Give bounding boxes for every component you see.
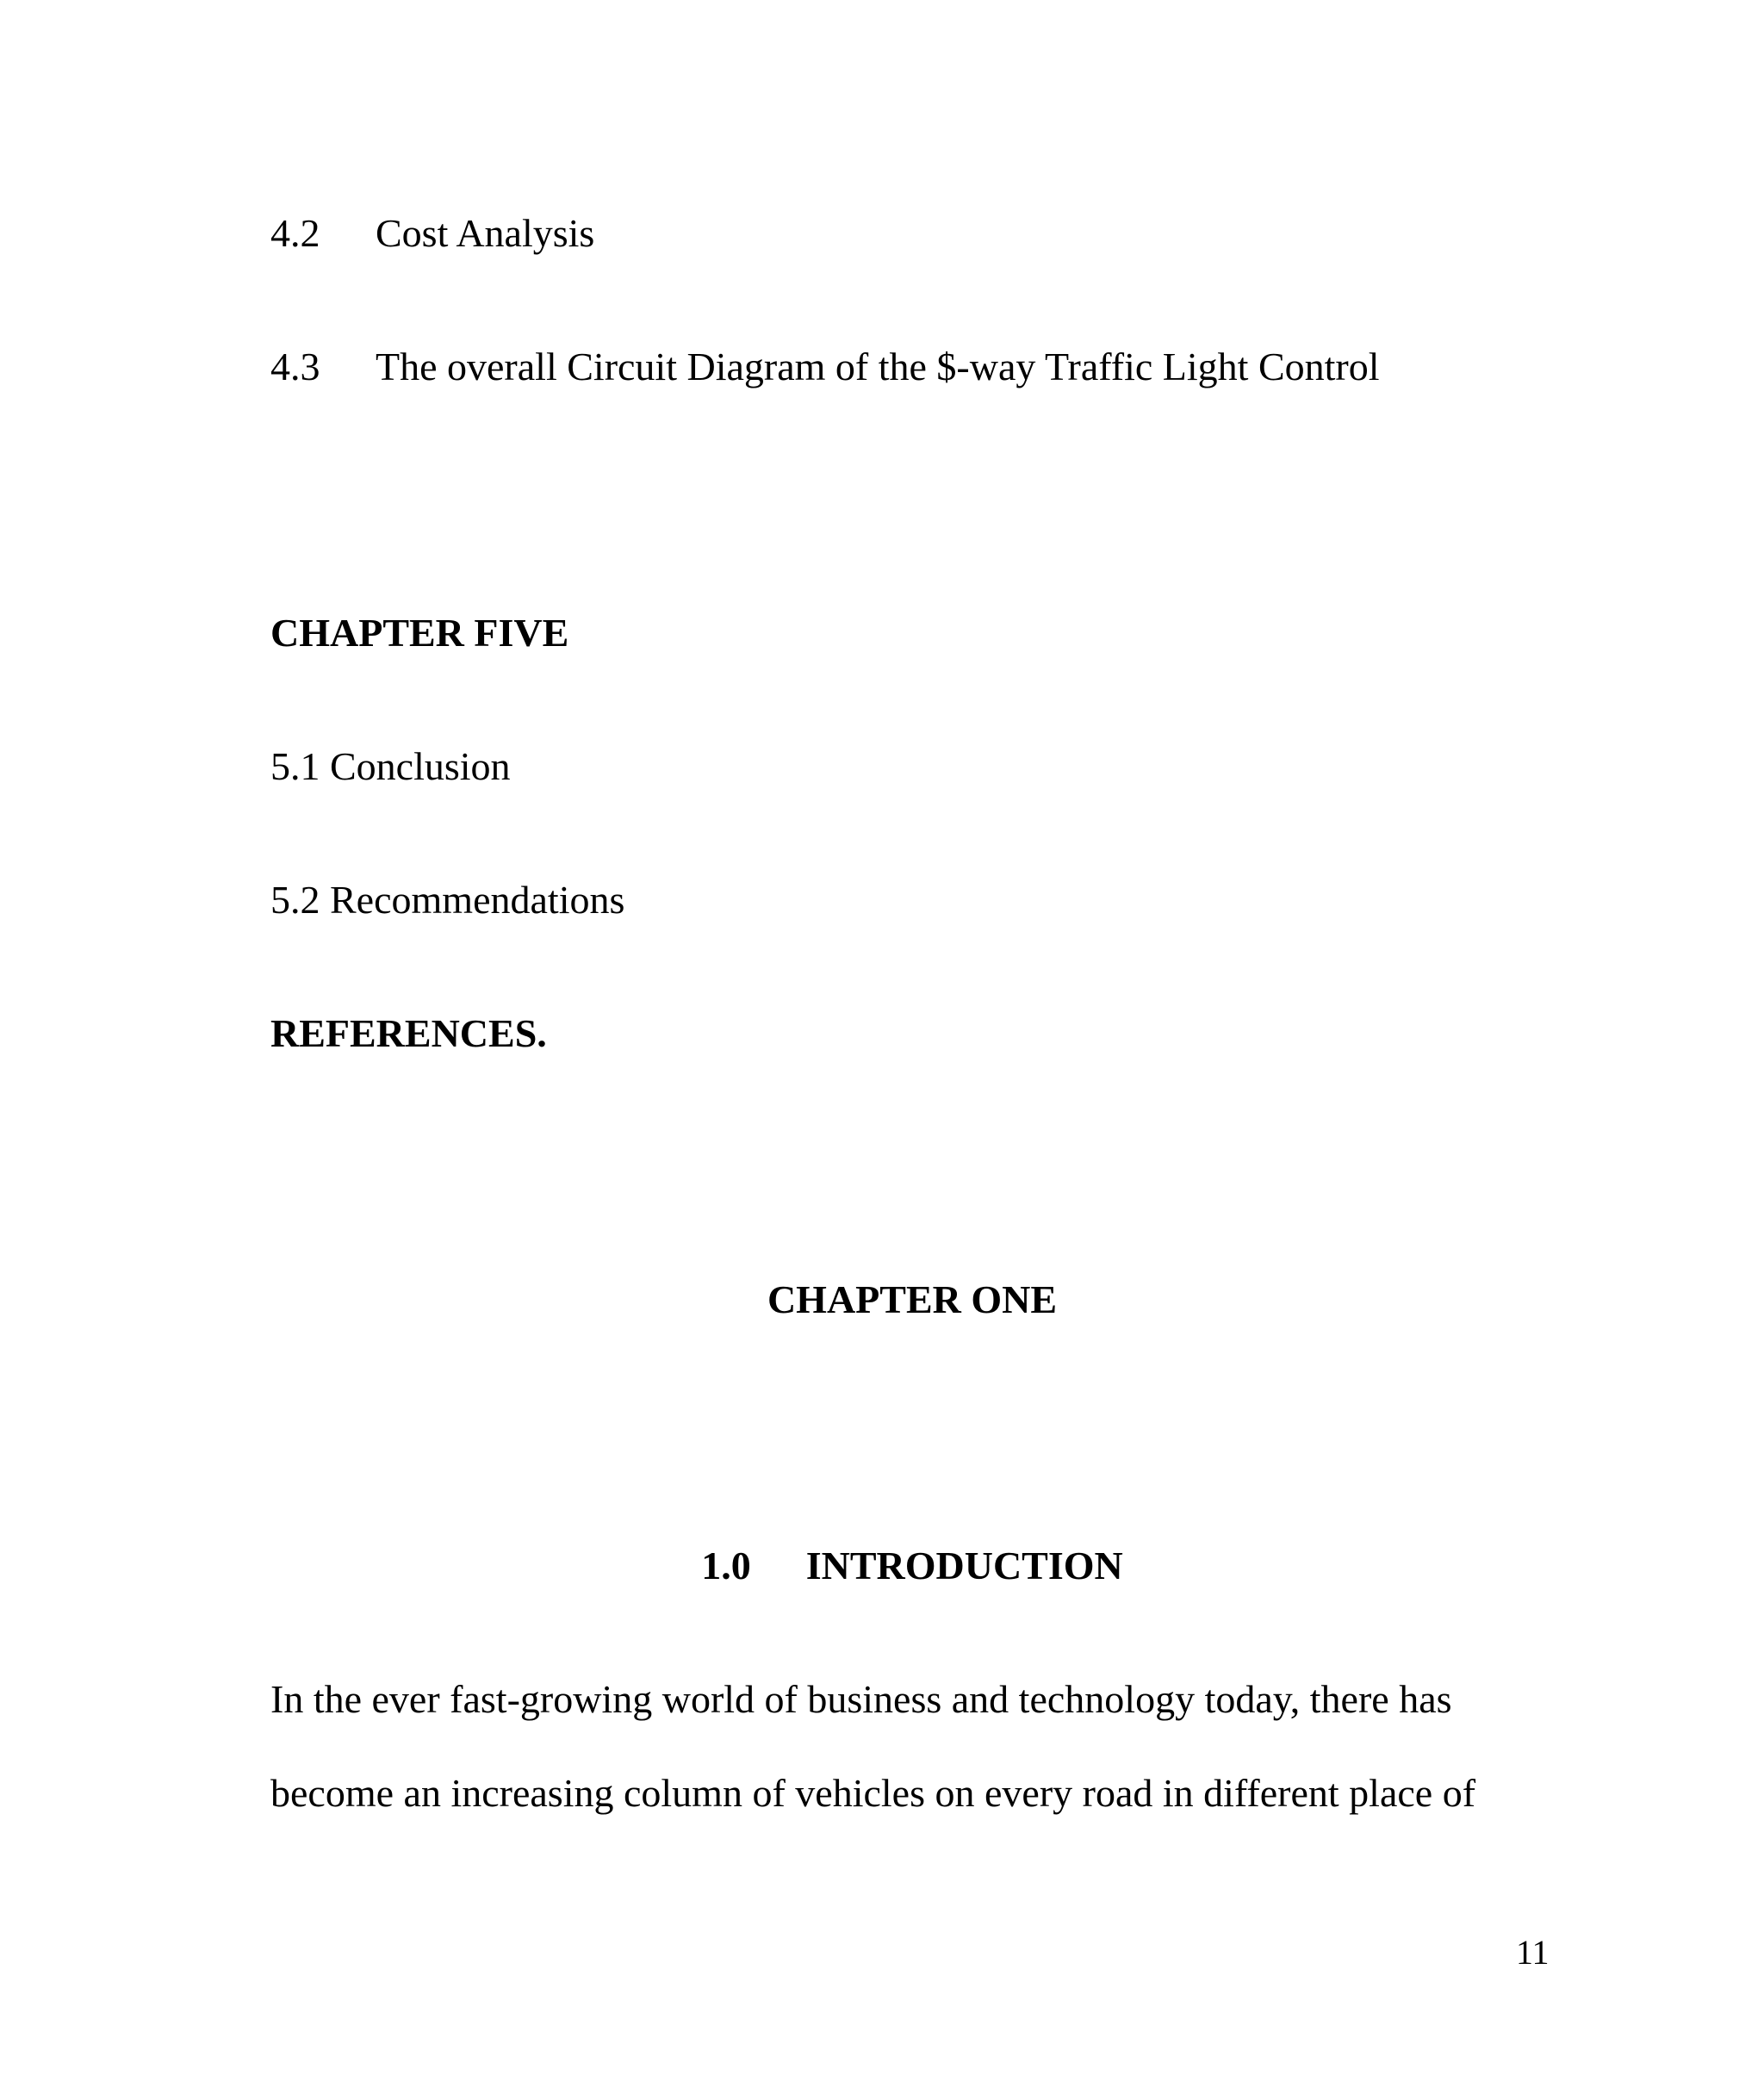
introduction-heading bbox=[0, 1542, 1764, 1590]
toc-entry-title: Cost Analysis bbox=[376, 211, 595, 255]
references-heading: REFERENCES. bbox=[270, 1011, 547, 1055]
toc-entry-5-1: 5.1 Conclusion bbox=[270, 744, 511, 788]
section-number: 1.0 bbox=[701, 1544, 751, 1587]
toc-entry-5-2: 5.2 Recommendations bbox=[270, 878, 625, 922]
page-number: 11 bbox=[1516, 1933, 1550, 1972]
chapter-one-heading: CHAPTER ONE bbox=[767, 1277, 1058, 1321]
toc-entry-4-3 bbox=[270, 343, 1380, 391]
toc-entry-4-2 bbox=[270, 209, 594, 258]
paragraph-line: become an increasing column of vehicles on every road in different place of bbox=[270, 1771, 1476, 1815]
chapter-five-heading: CHAPTER FIVE bbox=[270, 611, 569, 655]
toc-entry-number: 4.2 bbox=[270, 211, 320, 255]
toc-entry-title: The overall Circuit Diagram of the $-way Traffic Light Control bbox=[376, 345, 1380, 388]
section-title: INTRODUCTION bbox=[805, 1544, 1123, 1587]
toc-entry-number: 4.3 bbox=[270, 345, 320, 388]
paragraph-line: In the ever fast-growing world of business and technology today, there has bbox=[270, 1677, 1452, 1721]
